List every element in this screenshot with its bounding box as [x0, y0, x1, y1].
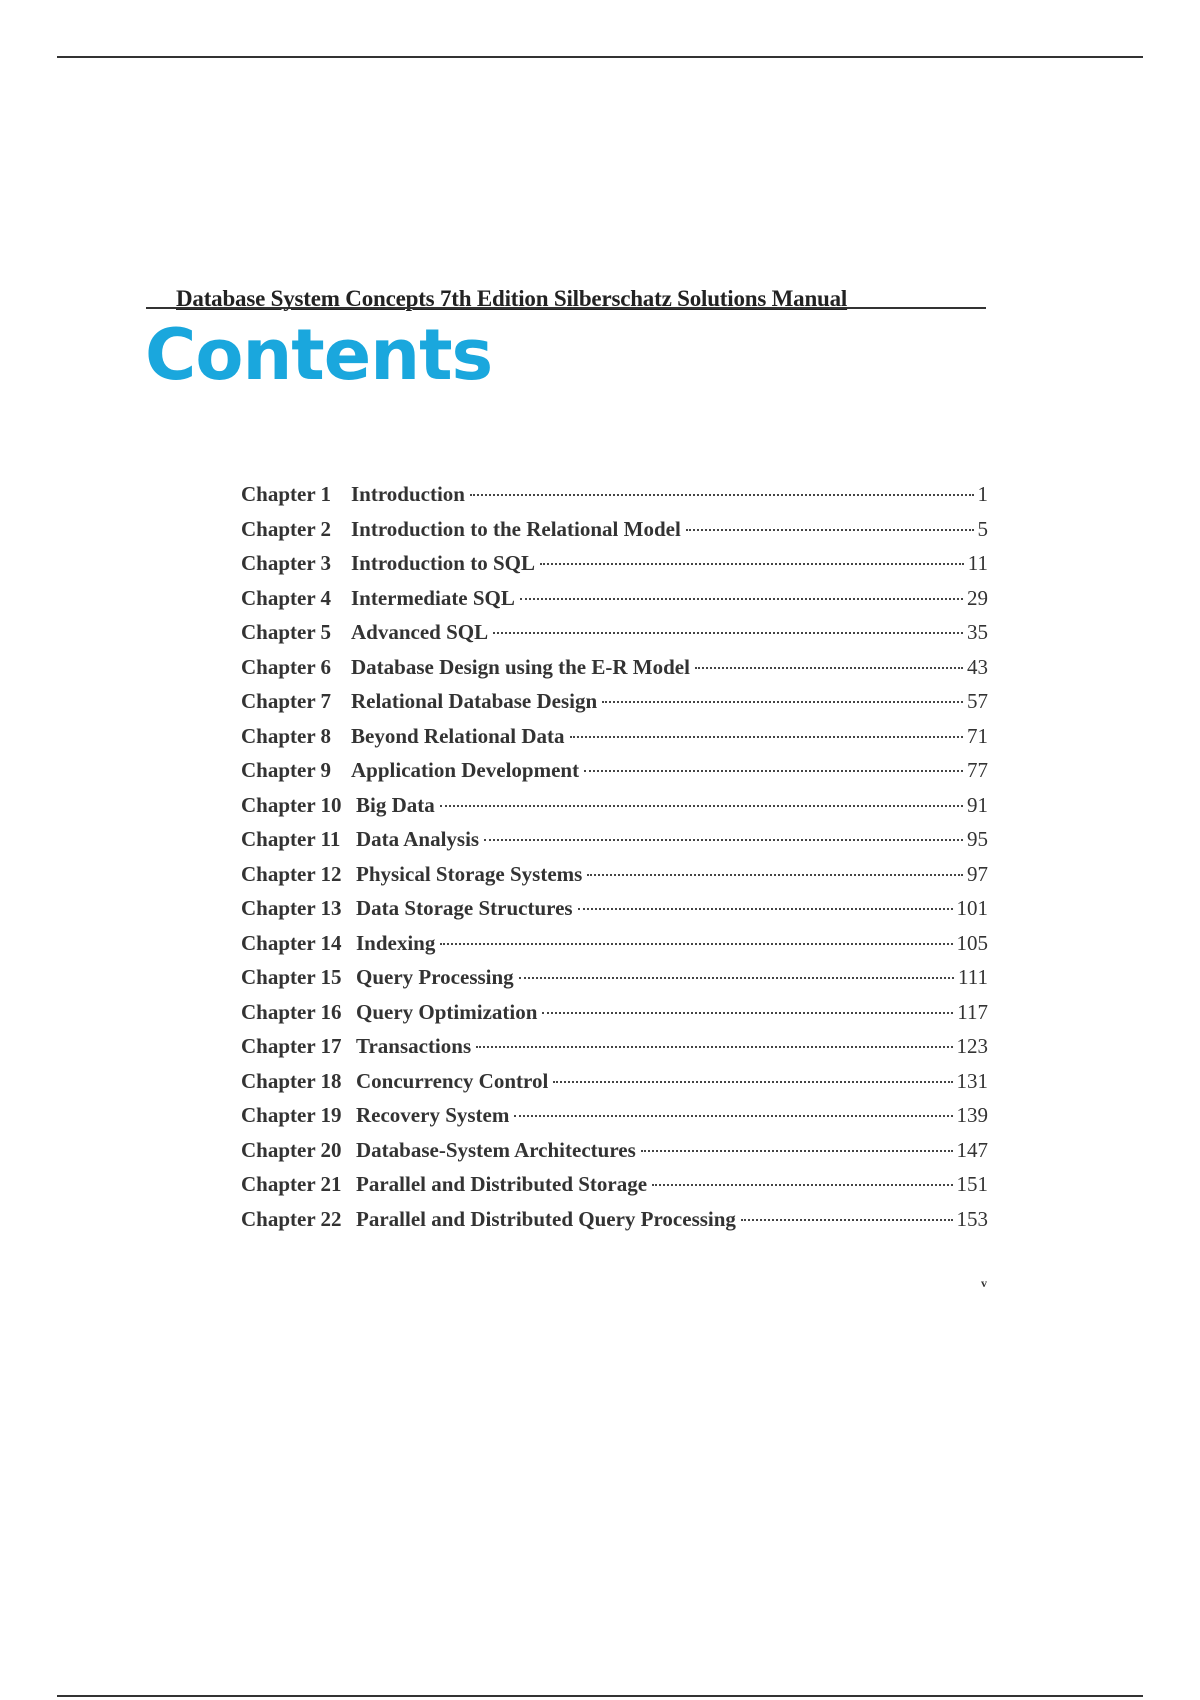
toc-chapter-label: Chapter 14: [241, 930, 342, 955]
toc-chapter-title: Intermediate SQL: [351, 585, 515, 610]
toc-chapter-label: Chapter 1: [241, 482, 332, 506]
toc-chapter-label: Chapter 7: [241, 689, 332, 713]
toc-entry[interactable]: [241, 689, 988, 724]
toc-dot-leader: [493, 632, 963, 634]
toc-chapter-title: Introduction: [351, 482, 465, 506]
toc-chapter-label: Chapter 4: [241, 585, 332, 610]
toc-chapter-label: Chapter 6: [241, 654, 332, 679]
toc-entry[interactable]: [241, 862, 988, 897]
toc-dot-leader: [519, 977, 954, 979]
toc-chapter-label: Chapter 10: [241, 792, 342, 817]
toc-chapter-label: Chapter 16: [241, 999, 342, 1024]
toc-chapter-title: Indexing: [356, 930, 436, 955]
toc-dot-leader: [484, 839, 963, 841]
toc-dot-leader: [741, 1219, 953, 1221]
toc-chapter-title: Transactions: [356, 1034, 472, 1058]
toc-dot-leader: [540, 563, 964, 565]
toc-dot-leader: [542, 1012, 953, 1014]
toc-page-number: 97: [967, 861, 988, 886]
contents-heading: Contents: [145, 314, 493, 396]
toc-chapter-label: Chapter 18: [241, 1068, 342, 1093]
toc-page-number: 91: [967, 792, 988, 817]
toc-dot-leader: [587, 874, 963, 876]
toc-page-number: 57: [967, 689, 988, 713]
toc-chapter-title: Introduction to SQL: [351, 551, 535, 575]
toc-page-number: 29: [967, 585, 988, 610]
toc-page-number: 117: [957, 999, 988, 1024]
toc-page-number: 131: [956, 1068, 988, 1093]
toc-dot-leader: [440, 943, 952, 945]
toc-entry[interactable]: [241, 758, 988, 793]
toc-chapter-label: Chapter 22: [241, 1206, 342, 1231]
toc-page-number: 151: [956, 1172, 988, 1196]
toc-page-number: 101: [956, 896, 988, 920]
toc-entry[interactable]: [241, 1103, 988, 1138]
bottom-page-rule: [57, 1695, 1143, 1697]
toc-entry[interactable]: [241, 896, 988, 931]
toc-entry[interactable]: [241, 655, 988, 690]
toc-dot-leader: [570, 736, 963, 738]
toc-chapter-label: Chapter 17: [241, 1034, 342, 1058]
toc-dot-leader: [641, 1150, 953, 1152]
toc-dot-leader: [686, 529, 974, 531]
toc-page-number: 77: [967, 758, 988, 782]
toc-chapter-title: Parallel and Distributed Query Processing: [356, 1206, 736, 1231]
toc-page-number: 123: [956, 1034, 988, 1058]
toc-page-number: 147: [956, 1137, 988, 1162]
toc-entry[interactable]: [241, 1207, 988, 1242]
toc-dot-leader: [695, 667, 963, 669]
toc-page-number: 35: [967, 620, 988, 644]
toc-entry[interactable]: [241, 482, 988, 517]
toc-entry[interactable]: [241, 931, 988, 966]
toc-page-number: 105: [956, 930, 988, 955]
toc-dot-leader: [470, 494, 974, 496]
toc-chapter-title: Database-System Architectures: [356, 1137, 636, 1162]
toc-entry[interactable]: [241, 827, 988, 862]
toc-dot-leader: [520, 598, 963, 600]
toc-dot-leader: [514, 1115, 952, 1117]
toc-chapter-title: Physical Storage Systems: [356, 861, 583, 886]
toc-chapter-title: Data Storage Structures: [356, 896, 573, 920]
toc-entry[interactable]: [241, 1138, 988, 1173]
title-underline-rule: [146, 307, 986, 309]
toc-dot-leader: [440, 805, 963, 807]
toc-entry[interactable]: [241, 965, 988, 1000]
toc-chapter-label: Chapter 8: [241, 723, 332, 748]
table-of-contents: [241, 482, 988, 1241]
top-page-rule: [57, 56, 1143, 58]
manual-title: Database System Concepts 7th Edition Silberschatz Solutions Manual: [176, 286, 848, 311]
toc-entry[interactable]: [241, 724, 988, 759]
toc-dot-leader: [476, 1046, 952, 1048]
toc-page-number: 95: [967, 827, 988, 851]
toc-entry[interactable]: [241, 620, 988, 655]
toc-entry[interactable]: [241, 1034, 988, 1069]
toc-chapter-title: Concurrency Control: [356, 1068, 549, 1093]
toc-chapter-title: Database Design using the E-R Model: [351, 654, 690, 679]
toc-chapter-label: Chapter 21: [241, 1172, 342, 1196]
page-number-marker: v: [981, 1276, 987, 1290]
toc-chapter-title: Application Development: [351, 758, 580, 782]
toc-chapter-label: Chapter 19: [241, 1103, 342, 1127]
toc-chapter-title: Query Processing: [356, 965, 514, 989]
toc-chapter-title: Data Analysis: [356, 827, 480, 851]
toc-dot-leader: [652, 1184, 952, 1186]
toc-chapter-title: Recovery System: [356, 1103, 510, 1127]
toc-page-number: 153: [956, 1206, 988, 1231]
toc-chapter-title: Query Optimization: [356, 999, 538, 1024]
toc-entry[interactable]: [241, 517, 988, 552]
toc-dot-leader: [578, 908, 953, 910]
toc-chapter-title: Beyond Relational Data: [351, 723, 565, 748]
toc-page-number: 11: [967, 551, 988, 575]
toc-chapter-label: Chapter 3: [241, 551, 332, 575]
toc-chapter-label: Chapter 11: [241, 827, 341, 851]
toc-page-number: 43: [967, 654, 988, 679]
toc-page-number: 71: [967, 723, 988, 748]
toc-chapter-label: Chapter 20: [241, 1137, 342, 1162]
toc-chapter-label: Chapter 13: [241, 896, 342, 920]
toc-entry[interactable]: [241, 793, 988, 828]
toc-entry[interactable]: [241, 1172, 988, 1207]
toc-page-number: 139: [956, 1103, 988, 1127]
toc-chapter-title: Advanced SQL: [351, 620, 489, 644]
toc-entry[interactable]: [241, 551, 988, 586]
toc-entry[interactable]: [241, 1069, 988, 1104]
toc-dot-leader: [584, 770, 963, 772]
toc-chapter-title: Introduction to the Relational Model: [351, 516, 681, 541]
toc-chapter-title: Big Data: [356, 792, 435, 817]
toc-dot-leader: [553, 1081, 952, 1083]
toc-page-number: 1: [977, 482, 988, 506]
toc-entry[interactable]: [241, 586, 988, 621]
toc-entry[interactable]: [241, 1000, 988, 1035]
toc-chapter-label: Chapter 2: [241, 516, 332, 541]
toc-chapter-title: Relational Database Design: [351, 689, 598, 713]
toc-page-number: 5: [977, 516, 988, 541]
toc-chapter-label: Chapter 5: [241, 620, 332, 644]
toc-chapter-label: Chapter 12: [241, 861, 342, 886]
toc-chapter-label: Chapter 9: [241, 758, 332, 782]
toc-chapter-title: Parallel and Distributed Storage: [356, 1172, 648, 1196]
toc-chapter-label: Chapter 15: [241, 965, 342, 989]
toc-dot-leader: [602, 701, 963, 703]
toc-page-number: 111: [958, 965, 988, 989]
